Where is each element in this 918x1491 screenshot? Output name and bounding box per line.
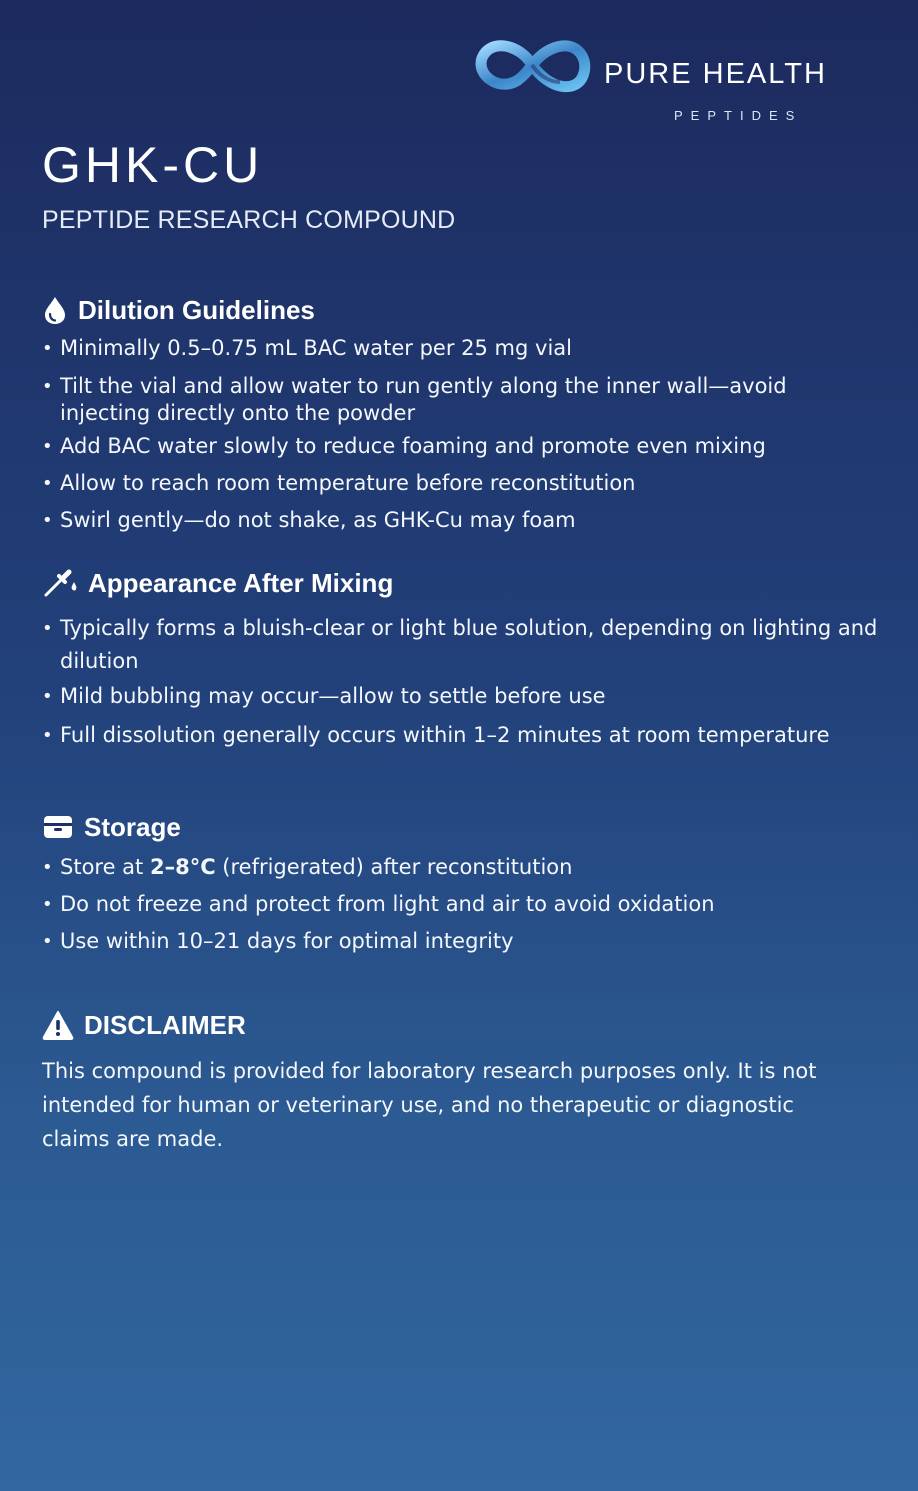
dilution-heading: Dilution Guidelines <box>78 294 315 325</box>
brand-subtitle: PEPTIDES <box>674 108 803 123</box>
appearance-header <box>42 566 882 600</box>
disclaimer-text: This compound is provided for laboratory research purposes only. It is not intended for human or veterinary use, and no therapeutic or diagnostic claims are made. <box>42 1059 817 1151</box>
disclaimer-heading: DISCLAIMER <box>84 1009 246 1040</box>
list-item: • Full dissolution generally occurs within 1–2 minutes at room temperature <box>42 719 882 752</box>
dilution-header <box>42 293 882 327</box>
storage-box-icon <box>42 812 74 842</box>
appearance-section <box>42 566 882 752</box>
list-item: • Swirl gently—do not shake, as GHK-Cu may foam <box>42 507 882 534</box>
list-item: • Typically forms a bluish-clear or light blue solution, depending on lighting and dilution <box>42 612 882 678</box>
warning-icon <box>42 1010 74 1040</box>
storage-list <box>42 854 882 955</box>
storage-section <box>42 810 882 955</box>
product-title: GHK-CU <box>42 137 264 193</box>
list-item: • Minimally 0.5–0.75 mL BAC water per 25 mg vial <box>42 335 882 362</box>
disclaimer-section <box>42 1008 842 1156</box>
pipette-icon <box>42 568 78 598</box>
appearance-heading: Appearance After Mixing <box>88 567 394 598</box>
storage-header <box>42 810 882 844</box>
appearance-list <box>42 612 882 752</box>
infinity-logo-icon <box>470 28 594 102</box>
list-item: • Do not freeze and protect from light and air to avoid oxidation <box>42 891 882 918</box>
list-item: • Tilt the vial and allow water to run gently along the inner wall—avoid injecting directly onto the powder <box>42 373 882 427</box>
storage-temperature: 2–8°C <box>149 855 216 879</box>
storage-item-text: (refrigerated) after reconstitution <box>215 855 573 879</box>
water-drop-icon <box>42 295 68 325</box>
product-subtitle: PEPTIDE RESEARCH COMPOUND <box>42 206 456 234</box>
brand-name: PURE HEALTH <box>604 58 827 90</box>
disclaimer-header <box>42 1008 842 1042</box>
list-item: • Allow to reach room temperature before reconstitution <box>42 470 882 497</box>
list-item <box>42 854 882 881</box>
storage-heading: Storage <box>84 811 181 842</box>
list-item: • Mild bubbling may occur—allow to settle before use <box>42 680 882 713</box>
list-item: • Use within 10–21 days for optimal integrity <box>42 928 882 955</box>
dilution-section <box>42 293 882 534</box>
dilution-list <box>42 335 882 534</box>
storage-item-text: Store at <box>60 855 150 879</box>
brand-header <box>470 28 890 123</box>
list-item: • Add BAC water slowly to reduce foaming and promote even mixing <box>42 433 882 460</box>
